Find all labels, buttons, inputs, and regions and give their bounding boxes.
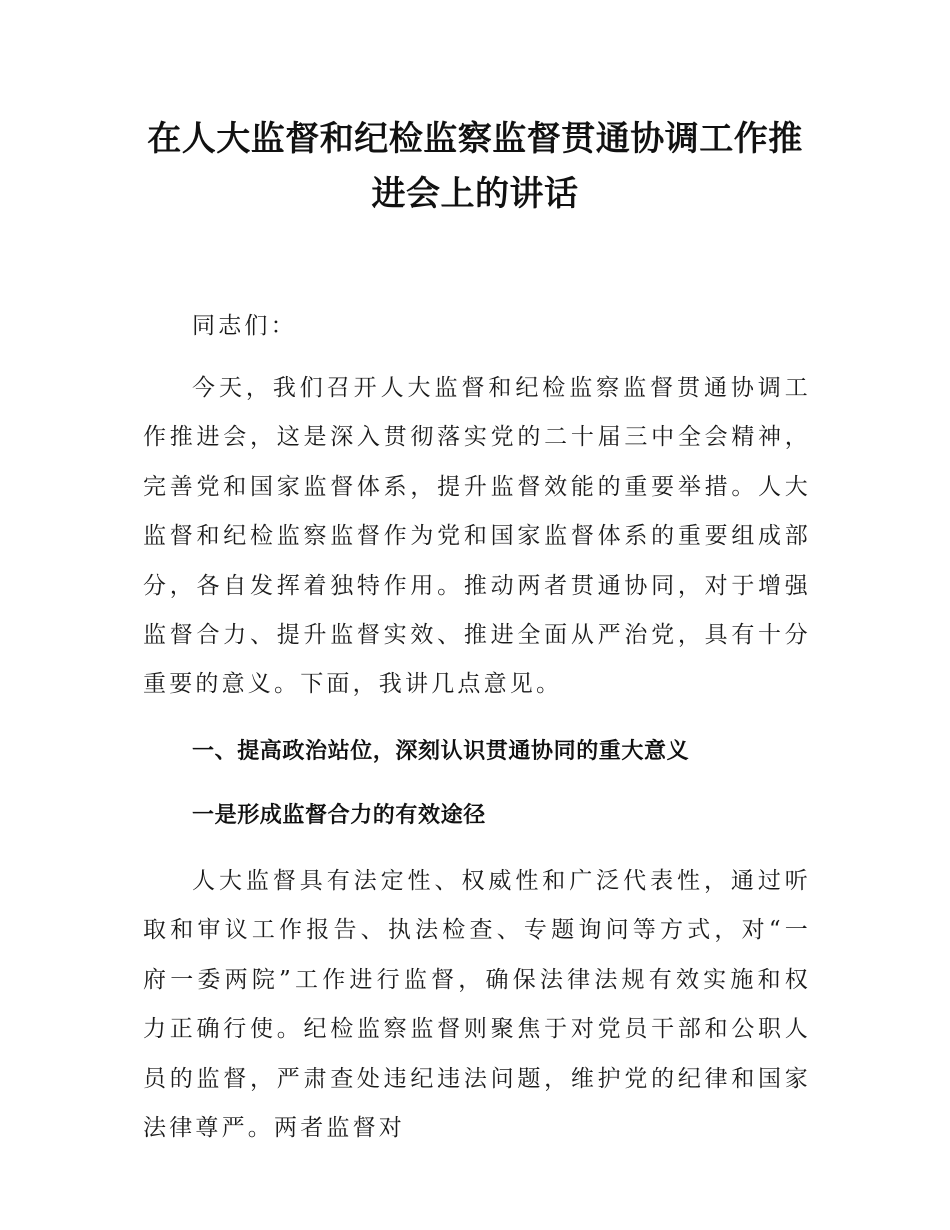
body-paragraph-supervision: 人大监督具有法定性、权威性和广泛代表性，通过听取和审议工作报告、执法检查、专题询问等方式，对“一府一委两院”工作进行监督，确保法律法规有效实施和权力正确行使。纪检监察监督则聚焦于对党员干部和公职人员的监督，严肃查处违纪违法问题，维护党的纪律和国家法律尊严。两者监督对 xyxy=(143,868,811,1142)
salutation: 同志们： xyxy=(192,313,297,339)
subsection-heading: 一是形成监督合力的有效途径 xyxy=(192,803,486,828)
document-title: 在人大监督和纪检监察监督贯通协调工作推进会上的讲话 xyxy=(147,119,803,214)
body-paragraph-intro: 今天，我们召开人大监督和纪检监察监督贯通协调工作推进会，这是深入贯彻落实党的二十届三中全会精神，完善党和国家监督体系，提升监督效能的重要举措。人大监督和纪检监察监督作为党和国家监督体系的重要组成部分，各自发挥着独特作用。推动两者贯通协同，对于增强监督合力、提升监督实效、推进全面从严治党，具有十分重要的意义。下面，我讲几点意见。 xyxy=(143,375,811,698)
section-heading: 一、提高政治站位，深刻认识贯通协同的重大意义 xyxy=(192,739,690,764)
